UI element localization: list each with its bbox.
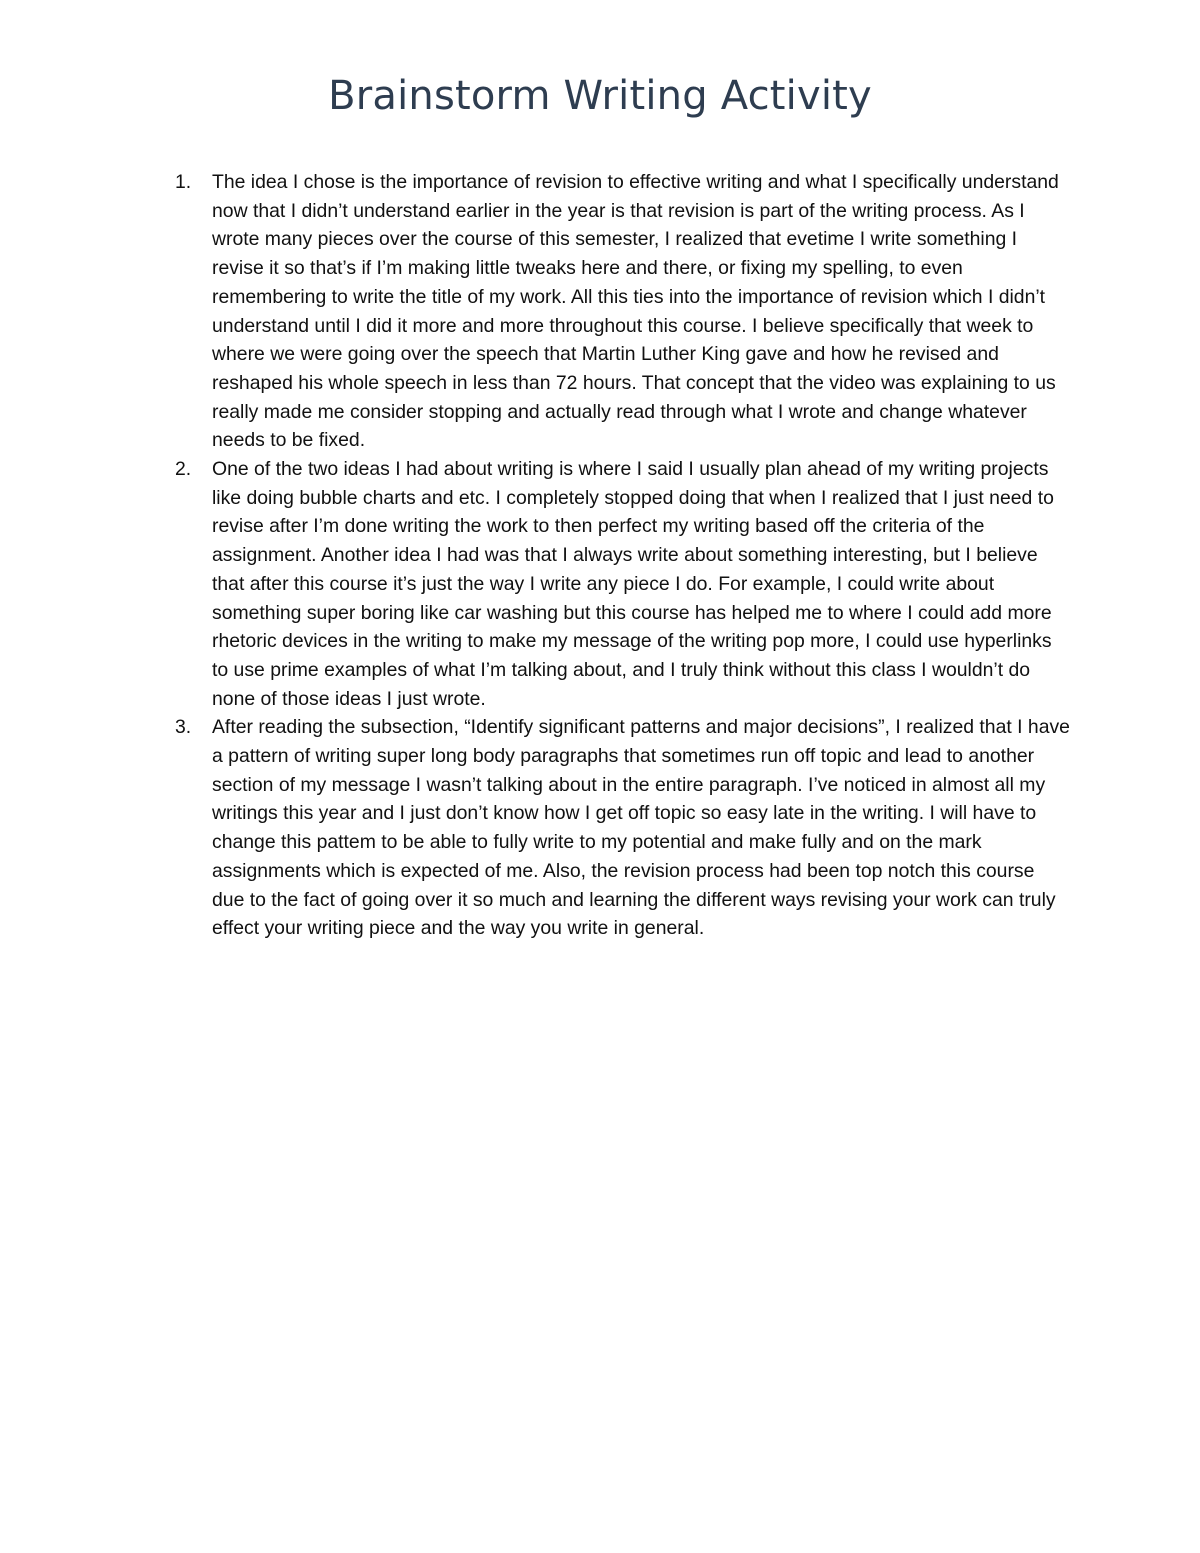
document-title: Brainstorm Writing Activity bbox=[328, 73, 872, 119]
list-item bbox=[175, 713, 1072, 943]
list-item-text: After reading the subsection, “Identify significant patterns and major decisions”, I realized that I have a pattern of writing super long body paragraphs that sometimes run off topic and lead to another section of my message I wasn’t talking about in the entire paragraph. I’ve noticed in almost all my writings this year and I just don’t know how I get off topic so easy late in the writing. I will have to change this pattem to be able to fully write to my potential and make fully and on the mark assignments which is expected of me. Also, the revision process had been top notch this course due to the fact of going over it so much and learning the different ways revising your work can truly effect your writing piece and the way you write in general. bbox=[212, 716, 1070, 940]
list-item bbox=[175, 168, 1072, 455]
list-item-text: One of the two ideas I had about writing is where I said I usually plan ahead of my writing projects like doing bubble charts and etc. I completely stopped doing that when I realized that I just need to revise after I’m done writing the work to then perfect my writing based off the criteria of the assignment. Another idea I had was that I always write about something interesting, but I believe that after this course it’s just the way I write any piece I do. For example, I could write about something super boring like car washing but this course has helped me to where I could add more rhetoric devices in the writing to make my message of the writing pop more, I could use hyperlinks to use prime examples of what I’m talking about, and I truly think without this class I wouldn’t do none of those ideas I just wrote. bbox=[212, 458, 1054, 710]
list-item bbox=[175, 455, 1072, 713]
list-item-text: The idea I chose is the importance of revision to effective writing and what I specifically understand now that I didn’t understand earlier in the year is that revision is part of the writing process. As I wrote many pieces over the course of this semester, I realized that evetime I write something I revise it so that’s if I’m making little tweaks here and there, or fixing my spelling, to even remembering to write the title of my work. All this ties into the importance of revision which I didn’t understand until I did it more and more throughout this course. I believe specifically that week to where we were going over the speech that Martin Luther King gave and how he revised and reshaped his whole speech in less than 72 hours. That concept that the video was explaining to us really made me consider stopping and actually read through what I wrote and change whatever needs to be fixed. bbox=[212, 171, 1059, 452]
list-item-number: 3. bbox=[175, 716, 192, 739]
brainstorm-list bbox=[175, 168, 1072, 943]
list-item-number: 2. bbox=[175, 458, 192, 481]
list-item-number: 1. bbox=[175, 171, 192, 193]
